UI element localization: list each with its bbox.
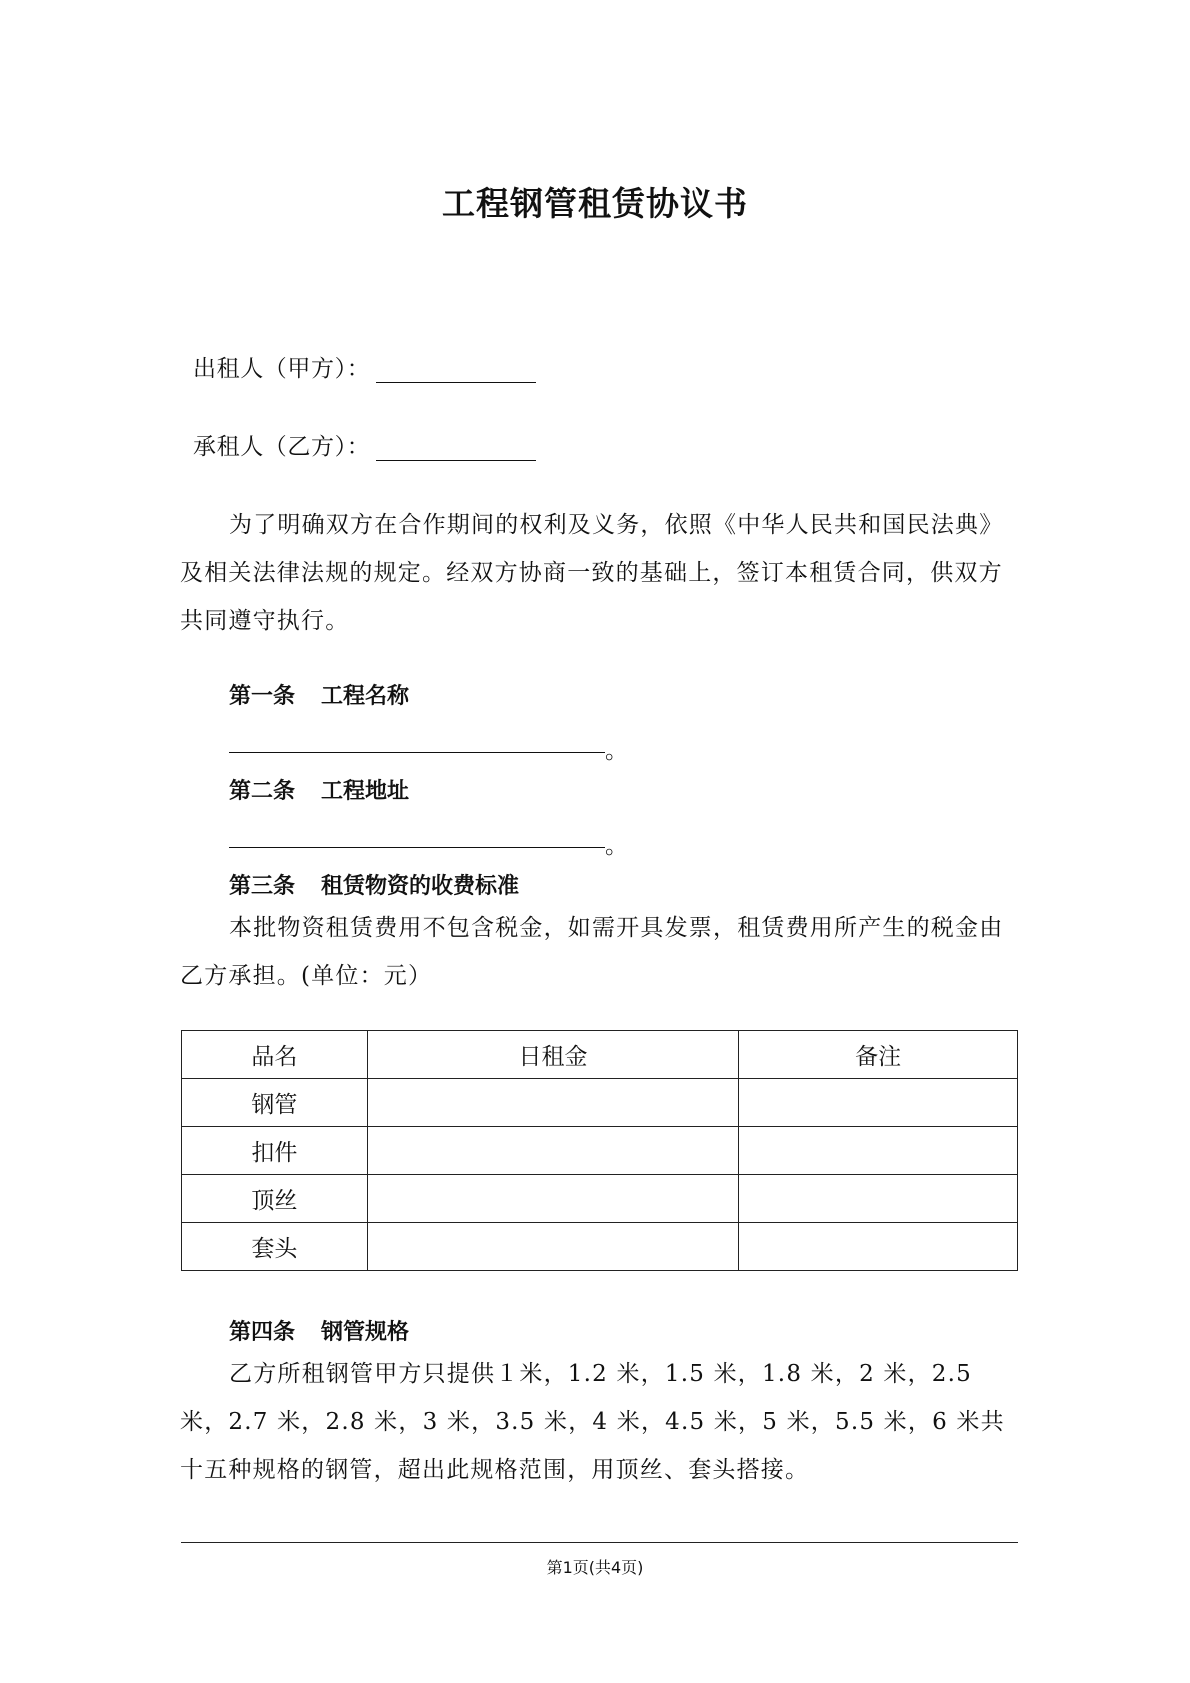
article-1-title: 工程名称 <box>321 684 410 709</box>
document-title: 工程钢管租赁协议书 <box>442 184 748 223</box>
fee-table-header-row <box>182 1031 1018 1079</box>
article-1-period: 。 <box>605 738 628 764</box>
article-3-title: 租赁物资的收费标准 <box>321 874 520 899</box>
table-row <box>182 1079 1018 1127</box>
lessee-blank[interactable] <box>376 436 536 461</box>
daily-rent-cell[interactable] <box>367 1175 739 1223</box>
article-2-title: 工程地址 <box>321 779 410 804</box>
item-name-cell: 顶丝 <box>182 1175 368 1223</box>
lessee-label: 承租人（乙方）： <box>193 434 371 460</box>
lessor-line <box>193 350 536 383</box>
article-4-text: 乙方所租钢管甲方只提供１米，1.2 米，1.5 米，1.8 米，2 米，2.5 米，2.7 米，2.8 米，3 米，3.5 米，4 米，4.5 米，5 米，5.5 米，6 米共十五种规格的钢管，超出此规格范围，用顶丝、套头搭接。 <box>180 1361 1005 1483</box>
article-1-number: 第一条 <box>229 684 296 709</box>
remarks-cell[interactable] <box>739 1175 1018 1223</box>
header-daily-rent: 日租金 <box>367 1031 739 1079</box>
intro-paragraph: 为了明确双方在合作期间的权利及义务，依照《中华人民共和国民法典》及相关法律法规的规定。经双方协商一致的基础上，签订本租赁合同，供双方共同遵守执行。 <box>180 512 1004 634</box>
daily-rent-cell[interactable] <box>367 1127 739 1175</box>
fee-table <box>181 1030 1018 1271</box>
article-3-heading <box>229 869 519 900</box>
article-2-number: 第二条 <box>229 779 296 804</box>
item-name-cell: 扣件 <box>182 1127 368 1175</box>
remarks-cell[interactable] <box>739 1127 1018 1175</box>
remarks-cell[interactable] <box>739 1079 1018 1127</box>
article-2-heading <box>229 774 409 805</box>
article-1-heading <box>229 679 409 710</box>
article-4-heading <box>229 1315 409 1346</box>
header-remarks: 备注 <box>739 1031 1018 1079</box>
daily-rent-cell[interactable] <box>367 1079 739 1127</box>
lessee-line <box>193 428 536 461</box>
article-4-title: 钢管规格 <box>321 1320 410 1345</box>
project-address-blank[interactable] <box>229 847 605 848</box>
lessor-blank[interactable] <box>376 358 536 383</box>
article-3-number: 第三条 <box>229 874 296 899</box>
article-4-number: 第四条 <box>229 1320 296 1345</box>
item-name-cell: 钢管 <box>182 1079 368 1127</box>
remarks-cell[interactable] <box>739 1223 1018 1271</box>
footer-divider <box>181 1542 1018 1543</box>
lessor-label: 出租人（甲方）： <box>193 356 371 382</box>
header-item-name: 品名 <box>182 1031 368 1079</box>
table-row <box>182 1223 1018 1271</box>
project-name-blank[interactable] <box>229 752 605 753</box>
daily-rent-cell[interactable] <box>367 1223 739 1271</box>
table-row <box>182 1127 1018 1175</box>
table-row <box>182 1175 1018 1223</box>
item-name-cell: 套头 <box>182 1223 368 1271</box>
article-3-text: 本批物资租赁费用不包含税金，如需开具发票，租赁费用所产生的税金由乙方承担。(单位：元） <box>180 915 1004 989</box>
page-number: 第1页(共4页) <box>546 1558 644 1577</box>
article-2-period: 。 <box>605 833 628 859</box>
